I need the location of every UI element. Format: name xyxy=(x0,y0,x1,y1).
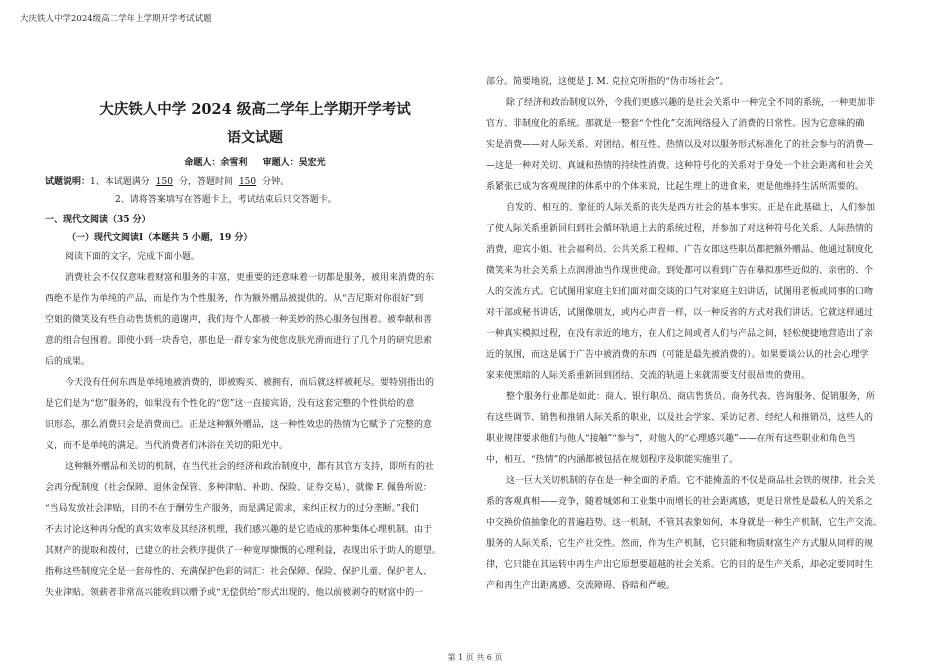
text-line: 其财产的提取和拨付，已建立的社会秩序提供了一种宽厚慷慨的心理利益，表现出乐于助人的愿望。 xyxy=(45,546,442,556)
right-body-text xyxy=(486,72,904,597)
text-line: 律，它只能在其运转中再生产出它原想要超越的社会关系。它的目的是生产关系，却必定要同时生 xyxy=(486,560,874,570)
text-line: 这一巨大关切机制的存在是一种全面的矛盾。它不能掩盖的不仅是商品社会铁的规律、社会关 xyxy=(506,476,876,486)
text-line: 是它们是为“您”服务的，如果没有个性化的“您”这一直接宾语，没有这套完整的个性供给的意 xyxy=(45,399,415,409)
text-line: “当局发放社会津贴，目的不在于酬劳生产服务，而是满足需求，来纠正权力的过分垄断。”我们 xyxy=(45,504,419,514)
text-line: 会再分配制度（社会保障、退休金保管、多种津贴、补助、保险、证券交易），就像 F. 佩鲁所说： xyxy=(45,483,432,493)
text-line: 自发的、相互的、象征的人际关系的丧失是西方社会的基本事实。正是在此基础上，人们参加 xyxy=(506,203,876,213)
text-line: 人的交流方式。它试图用家庭主妇们面对面交谈的口气对家庭主妇讲话，试图用老板或同事的口吻 xyxy=(486,287,874,297)
text-line: 识形态，那么消费只会是消费而已。正是这种额外赠品，这一种性效忠的热情为它赋予了完整的意 xyxy=(45,420,433,430)
text-line: 空姐的微笑及有些自动售货机的道谢声，我们每个人都被一种美妙的热心服务包围着。被奉献和善 xyxy=(45,315,433,325)
text-line: 中交换价值抽象化的普遍趋势。这一机制，不管其表象如何，本身就是一种生产机制，它生产交流、 xyxy=(486,518,883,528)
reviewer: 审题人：吴宏光 xyxy=(262,158,326,168)
text-line: 失业津贴。领薪者非常高兴能收到以赠予或“无偿供给”形式出现的、他以前被剥夺的财富中的一 xyxy=(45,588,424,598)
left-body-text xyxy=(45,247,465,604)
text-line: 了使人际关系重新回归到社会循环轨道上去的系统过程，并参加了对这种符号化关系、人际热情的 xyxy=(486,224,874,234)
section-heading: 一、现代文阅读（35 分） xyxy=(45,215,151,225)
subsection-heading: （一）现代文阅读Ⅰ（本题共 5 小题，19 分） xyxy=(67,233,253,243)
text-line: 阅读下面的文字，完成下面小题。 xyxy=(65,252,201,262)
text-line: 近的氛围，而这是属于广告中被消费的东西（可能是最先被消费的）。如果要谈公认的社会心理学 xyxy=(486,350,869,360)
text-line: 消费社会不仅仅意味着财富和服务的丰富，更重要的还意味着一切都是服务，被用来消费的东 xyxy=(65,273,435,283)
notes-line-2: 2、请将答案填写在答题卡上，考试结束后只交答题卡。 xyxy=(115,195,337,205)
notes-line-1 xyxy=(45,173,465,191)
exam-notes xyxy=(45,173,465,209)
text-line: 意的组合包围着。即使小到一块香皂，那也是一群专家为使您皮肤光滑而进行了几个月的研究思索 xyxy=(45,336,433,346)
text-line: 一种真实模拟过程，在没有亲近的地方，在人们之间或者人们与产品之间，轻松便捷地营造出了亲 xyxy=(486,329,874,339)
text-line: 整个服务行业都是如此：商人、银行职员、商店售货员、商务代表、咨询服务、促销服务，所 xyxy=(506,392,876,402)
running-header: 大庆铁人中学2024级高二学年上学期开学考试试题 xyxy=(20,14,212,24)
time-value: 150 xyxy=(238,177,257,187)
score-value: 150 xyxy=(155,177,173,187)
exam-title: 大庆铁人中学 2024 级高二学年上学期开学考试 xyxy=(99,101,411,118)
text-line: 除了经济和政治制度以外，令我们更感兴趣的是社会关系中一种完全不同的系统，一种更加非 xyxy=(506,98,876,108)
text-line: 官方、非制度化的系统。那就是一整套“个性化”交流网络侵入了消费的日常性。因为它意味的确 xyxy=(486,119,865,129)
notes-line1-mid: 分，答题时间 xyxy=(178,177,233,187)
text-line: 微笑来为社会关系上点润滑油当作现世使命。到处都可以看到广告在摹拟那些近似的、亲密的、个 xyxy=(486,266,874,276)
text-line: —这是一种对关切、真诚和热情的持续性消费。这种符号化的关系对于身处一个社会距离和社会关 xyxy=(486,161,874,171)
text-line: 系的客观真相——竞争，随着城郊和工业集中而增长的社会距离感，更是日常性是最私人的关系之 xyxy=(486,497,874,507)
text-line: 有这些调节、销售和推销人际关系的职业，以及社会学家、采访记者、经纪人和推销员，这些人的 xyxy=(486,413,874,423)
text-line: 指称这些制度完全是一套母性的、充满保护色彩的词汇：社会保障、保险、保护儿童、保护老人、 xyxy=(45,567,433,577)
exam-subtitle: 语文试题 xyxy=(227,130,283,146)
text-line: 消费，迎宾小姐、社会福利员、公共关系工程师、广告女郎这些职员都把额外赠品、他通过制度化 xyxy=(486,245,874,255)
text-line: 中，相互、“热情”的内涵都被包括在规划程序及职能实施里了。 xyxy=(486,455,739,465)
text-line: 服务的人际关系，它生产社交性。然而，作为生产机制，它只能和物质财富生产方式服从同样的规 xyxy=(486,539,874,549)
text-line: 这种额外赠品和关切的机制，在当代社会的经济和政治制度中，都有其官方支持，即所有的社 xyxy=(65,462,435,472)
text-line: 今天没有任何东西是单纯地被消费的，即被购买、被拥有，而后就这样被耗尽。要特别指出的 xyxy=(65,378,435,388)
text-line: 部分。简要地说，这便是 J. M. 克拉克所指的“伪市场社会”。 xyxy=(486,77,729,87)
text-line: 实是消费——对人际关系、对团结、相互性、热情以及对以服务形式标准化了的社会参与的消费— xyxy=(486,140,874,150)
text-line: 系紧张已成为客观规律的体系中的个体来说，比起生理上的进食来，更是他维持生活所需要的。 xyxy=(486,182,865,192)
notes-label: 试题说明： xyxy=(45,177,91,187)
text-line: 家来使黑暗的人际关系重新回到团结、交流的轨道上来就需要支付很昂贵的费用。 xyxy=(486,371,811,381)
text-line: 西绝不是作为单纯的产品，而是作为个性服务，作为额外赠品被提供的。从“吉尼斯对你很好”到 xyxy=(45,294,424,304)
notes-line1-prefix: 1、本试题满分 xyxy=(90,177,150,187)
left-column xyxy=(45,68,465,604)
authors-line xyxy=(45,157,465,169)
page-footer: 第 1 页 共 6 页 xyxy=(447,653,503,662)
text-line: 对干部或秘书讲话，试图像朋友，或内心声音一样，以一种反省的方式对我们讲话。它就这样通过 xyxy=(486,308,874,318)
text-line: 义，而不是单纯的满足。当代消费者们沐浴在关切的阳光中。 xyxy=(45,441,289,451)
text-line: 后的成果。 xyxy=(45,357,91,367)
notes-line1-suffix: 分钟。 xyxy=(262,177,290,187)
text-line: 不去讨论这种再分配的真实效率及其经济机理，我们感兴趣的是它造成的那种集体心理机制。由于 xyxy=(45,525,433,535)
setter: 命题人：余雪利 xyxy=(184,158,248,168)
right-column xyxy=(486,72,904,597)
text-line: 职业规律要求他们与他人“接触”“参与”，对他人的“心理感兴趣”——在所有这些职业和角色当 xyxy=(486,434,856,444)
text-line: 产和再生产出距离感、交流障碍、昏暗和严峻。 xyxy=(486,581,676,591)
